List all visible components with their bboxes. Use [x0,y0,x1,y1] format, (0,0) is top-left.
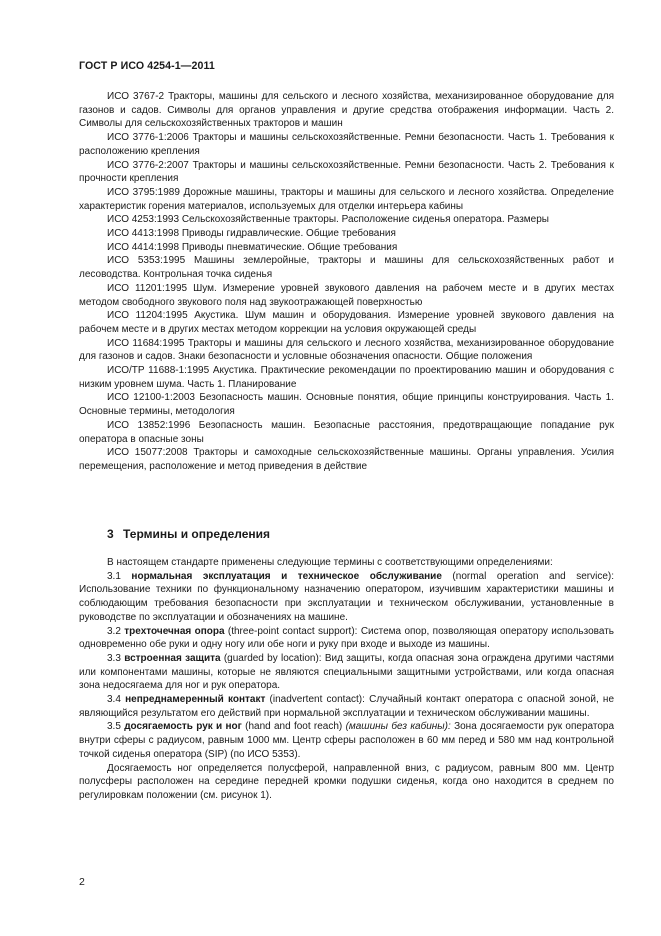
reference-text: Безопасность машин. Основные понятия, общие принципы конструирования. Часть 1. Основные термины, методология [79,392,614,418]
reference-code: ИСО 4414:1998 [107,241,180,253]
reference-text: Тракторы и машины сельскохозяйственные. Ремни безопасности. Часть 2. Требования к прочности крепления [79,159,614,185]
reference-item [79,337,614,364]
standard-header: ГОСТ Р ИСО 4254-1—2011 [79,60,215,72]
term-qualifier: (машины без кабины): [345,721,451,733]
reference-code: ИСО 11204:1995 [107,310,188,322]
reference-item [79,419,614,446]
term-definition [79,625,614,652]
reference-item [79,131,614,158]
term-definition [79,720,614,761]
reference-text: Дорожные машины, тракторы и машины для сельского и лесного хозяйства. Определение характеристик горения материалов, используемых для отделки интерьера кабины [79,186,614,212]
reference-code: ИСО 3795:1989 [107,186,180,198]
section-title: Термины и определения [123,527,271,541]
term-number: 3.3 [107,652,121,664]
reference-text: Машины землеройные, тракторы и машины для сельскохозяйственных работ и лесоводства. Контрольная точка сиденья [79,255,614,281]
reference-code: ИСО 5353:1995 [107,255,186,267]
reference-item [79,309,614,336]
term-name: встроенная защита [124,652,221,664]
term-name: досягаемость рук и ног [124,721,242,733]
reference-item [79,90,614,131]
reference-item [79,186,614,213]
reference-text: Приводы пневматические. Общие требования [181,241,398,253]
reference-text: Тракторы и машины для сельского и лесного хозяйства, механизированное оборудование для газонов и садов. Знаки безопасности и условные обозначения опасности. Общие положения [79,337,615,363]
term-name: нормальная эксплуатация и техническое обслуживание [131,570,442,582]
normative-references-list [79,90,614,474]
reference-code: ИСО 4253:1993 [107,214,180,226]
term-text: Зона досягаемости рук оператора внутри сферы с радиусом, равным 1000 мм. Центр сферы расположен в 60 мм перед и 580 мм над контрольной точкой сиденья оператора (SIP) (по ИСО 5353). [79,721,615,760]
reference-item [79,159,614,186]
reference-text: Акустика. Шум машин и оборудования. Измерение уровней звукового давления на рабочем месте и в других местах методом коррекции на условия окружающей среды [79,310,614,335]
section-number: 3 [107,527,114,541]
closing-paragraph: Досягаемость ног определяется полусферой, направленной вниз, с радиусом, равным 800 мм. Центр полусферы расположен на середине передней кромки подушки сиденья, когда оно находится в среднем по регулировкам положении (см. рисунок 1). [79,762,614,801]
term-text: Система опор, позволяющая оператору использовать одновременно обе руки и одну ногу или обе ноги и руку при входе и выходе из машины. [79,625,615,651]
reference-text: Акустика. Практические рекомендации по проектированию машин и оборудования с низким уровнем шума. Часть 1. Планирование [79,365,614,390]
term-text: Случайный контакт оператора с опасной зоной, не являющийся результатом его действий при нормальной эксплуатации и техническом обслуживании машины. [79,694,615,719]
reference-text: Безопасность машин. Безопасные расстояния, предотвращающие попадание рук оператора в опасные зоны [79,419,614,445]
term-number: 3.1 [107,570,121,582]
terms-list [79,570,614,762]
term-english: (hand and foot reach) [245,721,343,733]
reference-code: ИСО 11684:1995 [107,337,185,349]
term-number: 3.4 [107,694,121,706]
reference-text: Сельскохозяйственные тракторы. Расположение сиденья оператора. Размеры [181,214,549,226]
reference-text: Тракторы, машины для сельского и лесного хозяйства, механизированное оборудование для газонов и садов. Символы для органов управления и другие средства отображения информации. Часть 2. Символы для сельскохозяйственных тракторов и машин [79,91,614,130]
term-english: (normal operation and service): [452,570,615,582]
term-english: (three-point contact support): [227,625,358,637]
term-definition [79,652,614,693]
term-english: (guarded by location): [223,652,322,664]
reference-code: ИСО 13852:1996 [107,419,191,431]
reference-code: ИСО 12100-1:2003 [107,392,195,404]
term-number: 3.2 [107,625,121,637]
reference-text: Тракторы и машины сельскохозяйственные. Ремни безопасности. Часть 1. Требования к расположению крепления [79,132,614,157]
reference-text: Тракторы и самоходные сельскохозяйственные машины. Органы управления. Усилия перемещения, расположение и метод приведения в действие [79,447,615,472]
page-number: 2 [79,876,85,888]
term-name: непреднамеренный контакт [125,694,266,706]
reference-code: ИСО/ТР 11688-1:1995 [107,365,210,377]
reference-code: ИСО 3767-2 [107,91,165,102]
reference-item [79,241,614,255]
term-number: 3.5 [107,721,121,733]
reference-item [79,364,614,391]
term-text: Использование техники по функциональному назначению оператором, изучившим характеристики машины и соблюдающим требования безопасности при эксплуатации и техническом обслуживании, установленные в руководстве по эксплуатации и обозначениях на машине. [79,584,614,623]
reference-code: ИСО 4413:1998 [107,228,180,240]
intro-paragraph: В настоящем стандарте применены следующие термины с соответствующими определениями: [107,557,553,568]
reference-item [79,227,614,241]
term-text: Вид защиты, когда опасная зона ограждена другими частями или компонентами машины, которые не являются специальными защитными устройствами, или когда опасная зона недосягаема для ног и рук оператора. [79,652,615,692]
term-name: трехточечная опора [124,625,225,637]
reference-item [79,213,614,227]
reference-text: Приводы гидравлические. Общие требования [181,228,396,240]
reference-code: ИСО 3776-2:2007 [107,159,189,171]
reference-text: Шум. Измерение уровней звукового давления на рабочем месте и в других местах методом свободного звукового поля над звукоотражающей поверхностью [79,282,615,308]
term-definition [79,693,614,720]
term-english: (inadvertent contact): [269,694,365,706]
reference-code: ИСО 15077:2008 [107,447,188,459]
reference-code: ИСО 3776-1:2006 [107,132,189,144]
section-heading [107,527,270,541]
reference-item [79,391,614,418]
section-body [79,556,614,803]
reference-code: ИСО 11201:1995 [107,282,188,294]
reference-item [79,446,614,473]
reference-item [79,282,614,309]
term-definition [79,570,614,625]
reference-item [79,254,614,281]
